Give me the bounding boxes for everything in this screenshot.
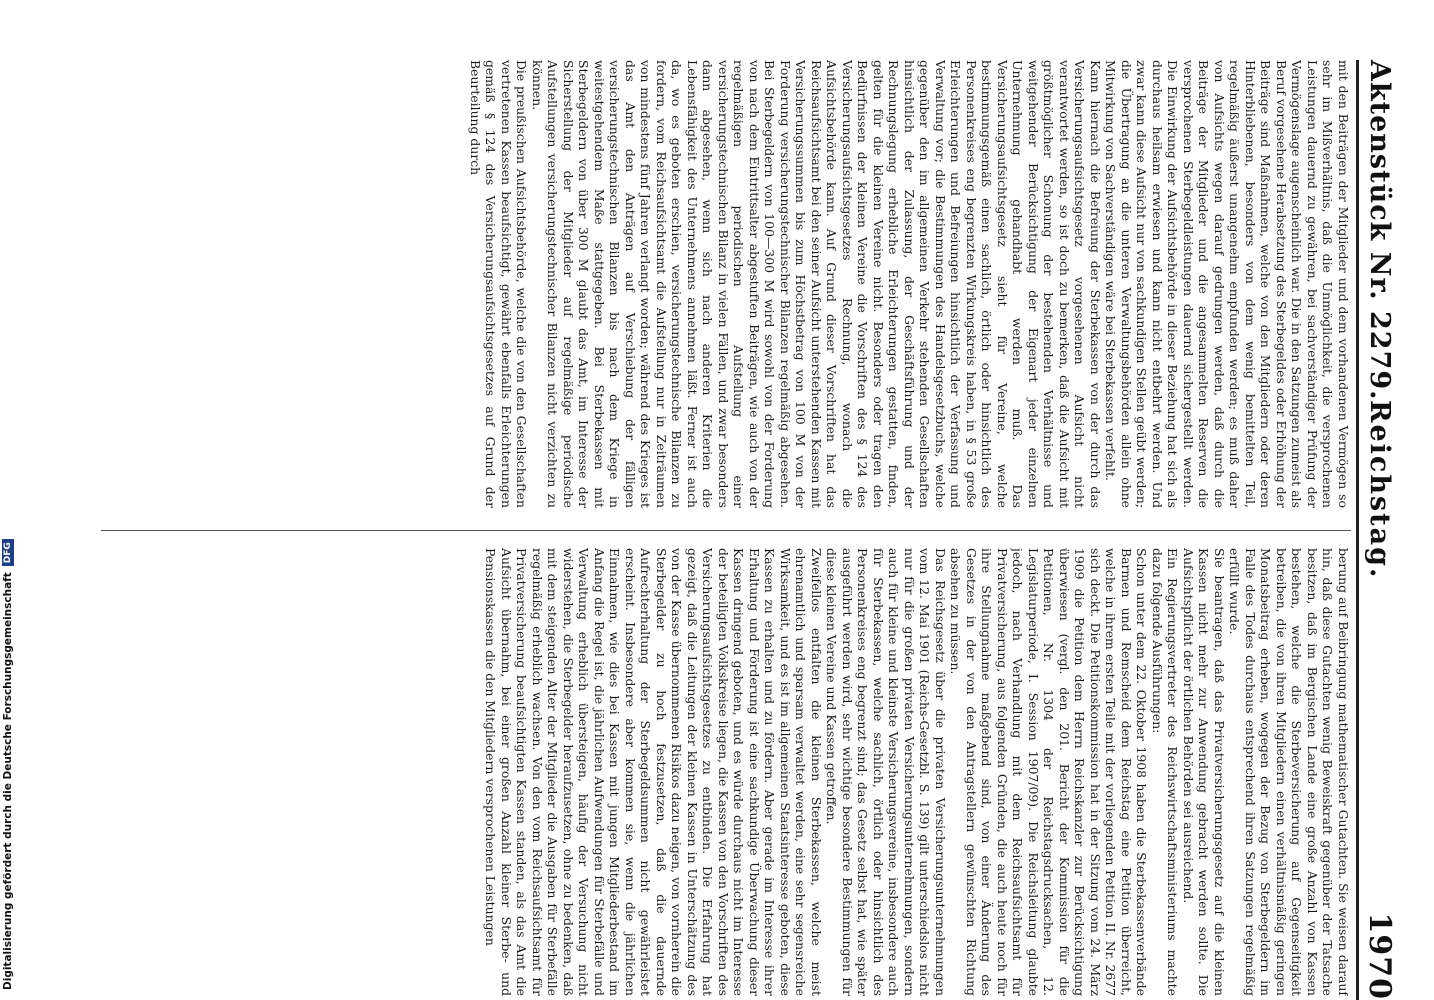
paragraph: Schon unter dem 22. Oktober 1908 haben die Sterbekassenverbände Barmen und Remscheid dem Reichstag eine Petition überreicht, welche in ihrem ersten Teile mit der vorliegenden Petition II. Nr. 2677 sich deckt. Die Petitionskommission hat in der Sitzung vom 24. März 1909 die Petition dem Herrn Reichskanzler zur Berücksichtigung überwiesen (vergl. den 201. Bericht der Kommission für die Petitionen, Nr. 1304 der Reichstagsdrucksachen, 12. Legislaturperiode, I. Session 1907/09). Die Reichsleitung glaubte jedoch, nach Verhandlung mit dem Reichsaufsichtsamt für Privatversicherung, aus folgenden Gründen, die auch heute noch für ihre Stellungnahme maßgebend sind, von einer Änderung des Gesetzes in der von den Antragstellern gewünschten Richtung absehen zu müssen. <box>948 548 1150 996</box>
text-column-first <box>101 548 1351 996</box>
paragraph: Sie beantragen, daß das Privatversicherungsgesetz auf die kleinen Kassen nicht mehr zur Anwendung gebracht werden sollte. Die Aufsichtspflicht der örtlichen Behörden sei ausreichend. <box>1181 548 1227 996</box>
page-number: 1970 <box>1362 912 1397 1000</box>
paragraph: Das Reichsgesetz über die privaten Versicherungsunternehmungen vom 12. Mai 1901 (Reichs-Gesetzbl. S. 139) gilt unterschiedslos nicht nur für die großen privaten Versicherungsunternehmungen, sondern auch für kleine und kleinste Versicherungsvereine, insbesondere auch für Sterbekassen, welche sachlich, örtlich oder hinsichtlich des Personenkreises eng begrenzt sind; das Gesetz selbst hat, wie später ausgeführt werden wird, sehr wichtige besondere Bestimmungen für diese kleinen Vereine und Kassen getroffen. <box>824 548 948 996</box>
paragraph: berung auf Beibringung mathematischer Gutachten. Sie weisen darauf hin, daß diese Gutachten wenig Beweiskraft gegenüber der Tatsache besitzen, daß im Bergischen Lande eine große Anzahl von Kassen bestehen, welche die Sterbeversicherung auf Gegenseitigkeit betreiben, die von ihren Mitgliedern einen verhältnismäßig geringen Monatsbeitrag erheben, wogegen der Bezug von Sterbegeldern im Falle des Todes durchaus entsprechend ihren Satzungen regelmäßig erfüllt wurde. <box>1227 548 1351 996</box>
rotated-print-page <box>97 60 1397 1000</box>
digitization-footer <box>2 0 28 1000</box>
page-header <box>1363 60 1397 1000</box>
paragraph: mit den Beiträgen der Mitglieder und dem vorhandenen Vermögen so sehr im Mißverhältnis, daß die Unmöglichkeit, die versprochenen Leistungen dauernd zu gewähren, bei sachverständiger Prüfung der Vermögenslage augenscheinlich war. Die in den Satzungen zumeist als Beruf vorgesehene Herabsetzung des Sterbegeldes oder Erhöhung der Beiträge sind Maßnahmen, welche von den Mitgliedern oder deren Hinterbliebenen, besonders von dem wenig bemittelten Teil, regelmäßig äußerst unangenehm empfunden werden; es muß daher von Aufsichts wegen darauf gedrungen werden, daß durch die Beiträge der Mitglieder und die angesammelten Reserven die versprochenen Sterbegeldleistungen dauernd sichergestellt werden. Die Einwirkung der Aufsichtsbehörde in dieser Beziehung hat sich als durchaus heilsam erwiesen und kann nicht entbehrt werden. Und zwar kann diese Aufsicht nur von sachkundigen Stellen geübt werden; die Übertragung an die unteren Verwaltungsbehörden allein ohne Mitwirkung von Sachverständigen wäre bei Sterbekassen verfehlt. <box>1103 60 1351 508</box>
document-number: Aktenstück Nr. 2279. <box>1364 60 1395 401</box>
column-divider <box>101 530 1351 531</box>
dfg-logo: DFG <box>2 539 14 566</box>
paragraph: Die preußischen Aufsichtsbehörde, welche die von den Gesellschaften vertretenen Kassen beaufsichtigt, gewährt ebenfalls Erleichterungen gemäß § 124 des Versicherungsaufsichtsgesetzes auf Grund der Beurteilung durch <box>468 60 530 508</box>
paragraph: Kann hiernach die Befreiung der Sterbekassen von der durch das Versicherungsaufsichtsgesetz vorgesehenen Aufsicht nicht verantwortet werden, so ist doch zu bemerken, daß die Aufsicht mit größtmöglicher Schonung der bestehenden Verhältnisse und weitgehender Berücksichtigung der Eigenart jeder einzelnen Unternehmung gehandhabt werden muß. Das Versicherungsaufsichtsgesetz sieht für Vereine, welche bestimmungsgemäß einen sachlich, örtlich oder hinsichtlich des Personenkreises eng begrenzten Wirkungskreis haben, in § 53 große Erleichterungen und Befreiungen hinsichtlich der Verfassung und Verwaltung vor; die Bestimmungen des Handelsgesetzbuchs, welche gegenüber den im allgemeinen Verkehr stehenden Gesellschaften hinsichtlich der Zulassung, der Geschäftsführung und der Rechnungslegung erhebliche Erleichterungen gestatten, finden, gelten für die kleinen Vereine nicht. Besonders oder tragen den Bedürfnissen der kleinen Vereine die Vorschriften des § 124 des Versicherungsaufsichtsgesetzes Rechnung, wonach die Aufsichtsbehörde kann. Auf Grund dieser Vorschriften hat das Reichsaufsichtsamt bei den seiner Aufsicht unterstehenden Kassen mit Versicherungssummen bis zum Höchstbetrag von 100 M von der Forderung versicherungstechnischer Bilanzen regelmäßig abgesehen. Bei Sterbegeldern von 100—300 M wird sowohl von der Forderung von nach dem Eintrittsalter abgestuften Beiträgen, wie auch von der regelmäßigen periodischen Aufstellung einer versicherungstechnischen Bilanz in vielen Fällen, und zwar besonders dann abgesehen, wenn sich nach anderen Kriterien die Lebensfähigkeit des Unternehmens annehmen läßt. Ferner ist auch da, wo es geboten erschien, versicherungstechnische Bilanzen zu fordern, vom Reichsaufsichtsamt die Aufstellung nur in Zeiträumen von mindestens fünf Jahren verlangt worden; während des Krieges ist das Amt den Anträgen auf Verschiebung der fälligen versicherungstechnischen Bilanzen bis nach dem Kriege in weitestgehendem Maße stattgegeben. Bei Sterbekassen mit Sterbegeldern von über 300 M glaubt das Amt, im Interesse der Sicherstellung der Mitglieder auf regelmäßige periodische Aufstellungen versicherungstechnischer Bilanzen nicht verzichten zu können. <box>530 60 1103 508</box>
text-column-second <box>101 60 1351 508</box>
paragraph: Ein Regierungsvertreter des Reichswirtschaftsministeriums machte dazu folgende Ausführungen: <box>1150 548 1181 996</box>
footer-credit: Digitalisierung gefördert durch die Deutsche Forschungsgemeinschaft <box>2 572 14 990</box>
header-rule <box>1356 60 1359 1000</box>
section-title: Reichstag. <box>1364 400 1395 580</box>
paragraph: Zweifellos entfalten die kleinen Sterbekassen, welche meist ehrenamtlich und sparsam verwaltet werden, eine sehr segensreiche Wirksamkeit, und es ist im allgemeinen Staatsinteresse geboten, diese Kassen zu erhalten und zu fördern. Aber gerade im Interesse ihrer Erhaltung und Förderung ist eine sachkundige Überwachung dieser Kassen dringend geboten, und es würde durchaus nicht im Interesse der beteiligten Volkskreise liegen, die Kassen von den Vorschriften des Versicherungsaufsichtsgesetzes zu entbinden. Die Erfahrung hat gezeigt, daß die Leitungen der kleinen Kassen in Unterschätzung des von der Kasse übernommenen Risikos dazu neigen, von vornherein die Sterbegelder zu hoch festzusetzen, daß die dauernde Aufrechterhaltung der Sterbegeldsummen nicht gewährleistet erscheint. Insbesondere aber kommen sie, wenn die jährlichen Einnahmen, wie dies bei Kassen mit jungen Mitgliederbestand im Anfang die Regel ist, die jährlichen Aufwendungen für Sterbefälle und Verwaltung erheblich übersteigen, häufig der Versuchung nicht widerstehen, die Sterbegelder heraufzusetzen, ohne zu bedenken, daß mit dem steigenden Alter der Mitglieder die Ausgaben für Sterbefälle regelmäßig erheblich wachsen. Von den vom Reichsaufsichtsamt für Privatversicherung beaufsichtigten Kassen standen, als das Amt die Aufsicht übernahm, bei einer großen Anzahl kleiner Sterbe- und Pensionskassen die den Mitgliedern versprochenen Leistungen <box>483 548 824 996</box>
